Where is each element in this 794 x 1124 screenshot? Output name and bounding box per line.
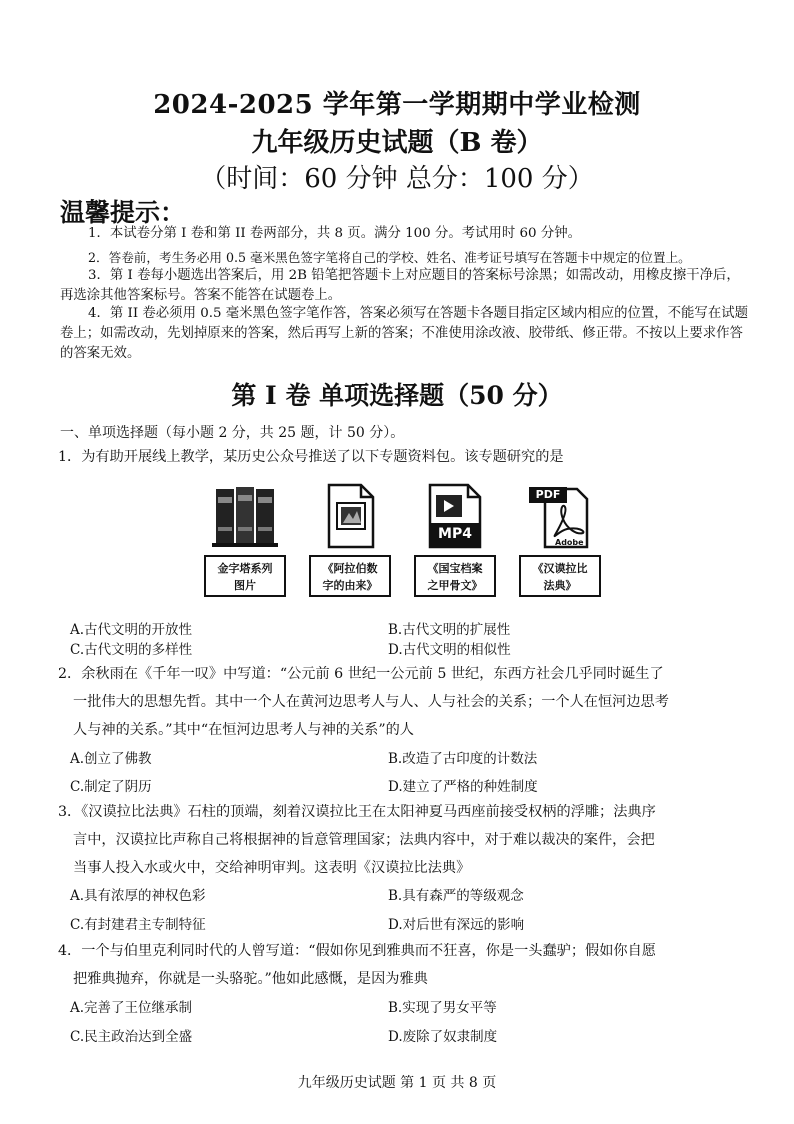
pdf-badge: PDF <box>535 488 561 501</box>
resource-label-3: 《国宝档案 之甲骨文》 <box>414 555 496 597</box>
resource-item-pyramid <box>200 483 290 601</box>
notice-item-3: 3．第 I 卷每小题选出答案后，用 2B 铅笔把答题卡上对应题目的答案标号涂黑；如需改动，用橡皮擦干净后，再选涂其他答案标号。答案不能答在试题卷上。 <box>60 268 740 303</box>
tips-heading: 温馨提示： <box>60 198 186 227</box>
books-icon <box>208 483 282 549</box>
notice-item-2: 2．答卷前，考生务必用 0.5 毫米黑色签字笔将自己的学校、姓名、准考证号填写在答题卡中规定的位置上。 <box>88 250 691 265</box>
image-file-icon <box>313 483 387 549</box>
notice-item-4: 4．第 II 卷必须用 0.5 毫米黑色签字笔作答，答案必须写在答题卡各题目指定区域内相应的位置，不能写在试题卷上；如需改动，先划掉原来的答案，然后再写上新的答案；不准使用涂改液、胶带纸、修正带。不按以上要求作答的答案无效。 <box>60 306 748 361</box>
q1-option-b: B.古代文明的扩展性 <box>388 622 511 638</box>
q3-option-c: C.有封建君主专制特征 <box>70 917 206 933</box>
q2-option-d: D.建立了严格的种姓制度 <box>388 779 538 795</box>
resource-pack-icons <box>200 483 600 603</box>
question-3-stem: 3．《汉谟拉比法典》石柱的顶端，刻着汉谟拉比王在太阳神夏马西座前接受权柄的浮雕；法典序 言中，汉谟拉比声称自己将根据神的旨意管理国家；法典内容中，对于难以裁决的案件，会把 当事人投入水或火中，交给神明审判。这表明《汉谟拉比法典》 <box>58 804 656 876</box>
resource-item-arabic-numerals <box>305 483 395 601</box>
section-instruction: 一、单项选择题（每小题 2 分，共 25 题，计 50 分）。 <box>60 425 405 441</box>
resource-item-hammurabi <box>515 483 605 601</box>
notice-item-1: 1．本试卷分第 I 卷和第 II 卷两部分，共 8 页。满分 100 分。考试用时 60 分钟。 <box>88 226 582 241</box>
q3-option-a: A.具有浓厚的神权色彩 <box>70 888 206 904</box>
adobe-wordmark: Adobe <box>555 538 584 547</box>
resource-label-2: 《阿拉伯数 字的由来》 <box>309 555 391 597</box>
resource-item-oracle-bone <box>410 483 500 601</box>
q4-option-b: B.实现了男女平等 <box>388 1000 497 1016</box>
q1-option-c: C.古代文明的多样性 <box>70 642 193 658</box>
q4-option-c: C.民主政治达到全盛 <box>70 1029 193 1045</box>
question-4-stem: 4．一个与伯里克利同时代的人曾写道：“假如你见到雅典而不狂喜，你是一头蠢驴；假如你自愿 把雅典抛弃，你就是一头骆驼。”他如此感慨，是因为雅典 <box>58 943 656 987</box>
exam-subtitle: 九年级历史试题（B 卷） <box>251 128 543 158</box>
q1-option-d: D.古代文明的相似性 <box>388 642 511 658</box>
resource-label-1: 金字塔系列 图片 <box>204 555 286 597</box>
resource-label-4: 《汉谟拉比 法典》 <box>519 555 601 597</box>
question-1-stem: 1．为有助开展线上教学，某历史公众号推送了以下专题资料包。该专题研究的是 <box>58 449 564 465</box>
q2-option-b: B.改造了古印度的计数法 <box>388 751 538 767</box>
section-title: 第 I 卷 单项选择题（50 分） <box>231 381 563 410</box>
mp4-badge: MP4 <box>438 526 472 542</box>
question-2-stem: 2．余秋雨在《千年一叹》中写道：“公元前 6 世纪一公元前 5 世纪，东西方社会几乎同时诞生了 一批伟大的思想先哲。其中一个人在黄河边思考人与人、人与社会的关系；一个人在恒河边思考 人与神的关系。”其中“在恒河边思考人与神的关系”的人 <box>58 666 669 738</box>
exam-title: 2024-2025 学年第一学期期中学业检测 <box>153 90 641 120</box>
page-footer: 九年级历史试题 第 1 页 共 8 页 <box>297 1075 497 1091</box>
q2-option-c: C.制定了阴历 <box>70 779 152 795</box>
q4-option-a: A.完善了王位继承制 <box>70 1000 193 1016</box>
q3-option-b: B.具有森严的等级观念 <box>388 888 524 904</box>
exam-time-score: （时间：60 分钟 总分：100 分） <box>200 164 594 194</box>
q3-option-d: D.对后世有深远的影响 <box>388 917 525 933</box>
q2-option-a: A.创立了佛教 <box>70 751 152 767</box>
q1-option-a: A.古代文明的开放性 <box>70 622 193 638</box>
q4-option-d: D.废除了奴隶制度 <box>388 1029 498 1045</box>
